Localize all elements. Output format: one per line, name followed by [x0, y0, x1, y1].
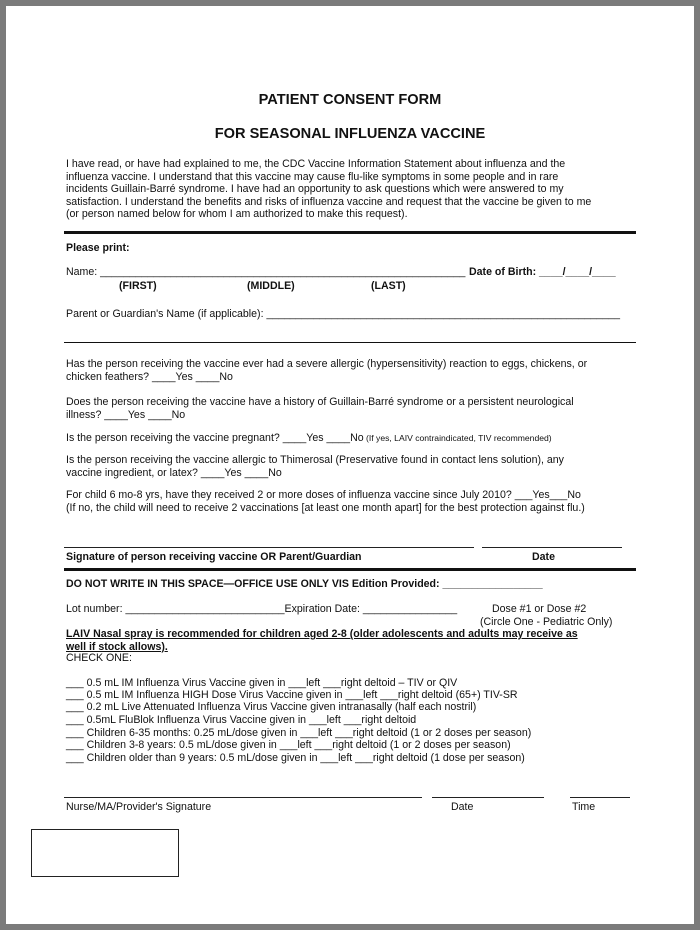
consent-form-page: [6, 6, 694, 924]
intro-paragraph: I have read, or have had explained to me, the CDC Vaccine Information Statement about influenza and the influenza vaccine. I understand that this vaccine may cause flu-like symptoms in some people and in rare incidents Guillain-Barré syndrome. I have had an opportunity to ask questions which were answered to my satisfaction. I understand the benefits and risks of influenza vaccine and request that the vaccine be given to me (or person named below for whom I am authorized to make this request).: [66, 158, 592, 221]
provider-date-line[interactable]: [432, 797, 544, 798]
check-one-label: CHECK ONE:: [66, 652, 132, 664]
dose-selector[interactable]: Dose #1 or Dose #2: [492, 603, 587, 615]
date-of-birth-field[interactable]: Date of Birth: ____/____/____: [469, 266, 616, 278]
option-children-over-9[interactable]: ___ Children older than 9 years: 0.5 mL/dose given in ___left ___right deltoid (1 dose per season): [66, 752, 525, 764]
lot-expiration-field[interactable]: Lot number: ___________________________Expiration Date: ________________: [66, 603, 458, 615]
guardian-name-field[interactable]: Parent or Guardian's Name (if applicable): ____________________________________________________________: [66, 308, 620, 320]
provider-signature-label: Nurse/MA/Provider's Signature: [66, 801, 212, 813]
option-children-6-35-months[interactable]: ___ Children 6-35 months: 0.25 mL/dose given in ___left ___right deltoid (1 or 2 doses per season): [66, 727, 532, 739]
name-last-caption: (LAST): [371, 280, 406, 292]
question-egg-allergy[interactable]: Has the person receiving the vaccine ever had a severe allergic (hypersensitivity) reaction to eggs, chickens, or chicken feathers? ____Yes ____No: [66, 358, 588, 383]
signature-date-label: Date: [532, 551, 555, 563]
name-middle-caption: (MIDDLE): [247, 280, 295, 292]
option-live-attenuated[interactable]: ___ 0.2 mL Live Attenuated Influenza Virus Vaccine given intranasally (half each nostril): [66, 701, 477, 713]
name-field[interactable]: Name: ______________________________________________________________: [66, 266, 466, 278]
question-child-doses[interactable]: For child 6 mo-8 yrs, have they received 2 or more doses of influenza vaccine since July 2010? ___Yes___No (If no, the child will need to receive 2 vaccinations [at least one month apart] for the best protection against flu.): [66, 489, 585, 514]
option-im-vaccine[interactable]: ___ 0.5 mL IM Influenza Virus Vaccine given in ___left ___right deltoid – TIV or QIV: [66, 677, 458, 689]
question-guillain-barre[interactable]: Does the person receiving the vaccine have a history of Guillain-Barré syndrome or a persistent neurological illness? ____Yes ____No: [66, 396, 574, 421]
form-subtitle: FOR SEASONAL INFLUENZA VACCINE: [214, 126, 486, 142]
option-high-dose[interactable]: ___ 0.5 mL IM Influenza HIGH Dose Virus Vaccine given in ___left ___right deltoid (65+) TIV-SR: [66, 689, 518, 701]
section-rule-top: [64, 231, 636, 234]
provider-signature-line[interactable]: [64, 797, 422, 798]
name-first-caption: (FIRST): [119, 280, 157, 292]
signature-line[interactable]: [64, 547, 474, 548]
circle-one-note: (Circle One - Pediatric Only): [480, 616, 613, 628]
question-pregnant-note: (If yes, LAIV contraindicated, TIV recommended): [363, 433, 552, 443]
signature-label: Signature of person receiving vaccine OR Parent/Guardian: [66, 551, 362, 563]
provider-time-line[interactable]: [570, 797, 630, 798]
question-pregnant[interactable]: [66, 432, 552, 445]
provider-date-label: Date: [451, 801, 474, 813]
question-thimerosal-allergy[interactable]: Is the person receiving the vaccine allergic to Thimerosal (Preservative found in contact lens solution), any vaccine ingredient, or latex? ____Yes ____No: [66, 454, 564, 479]
signature-date-line[interactable]: [482, 547, 622, 548]
office-use-header: DO NOT WRITE IN THIS SPACE—OFFICE USE ONLY VIS Edition Provided: _________________: [66, 578, 543, 590]
option-children-3-8-years[interactable]: ___ Children 3-8 years: 0.5 mL/dose given in ___left ___right deltoid (1 or 2 doses per season): [66, 739, 511, 751]
question-pregnant-text: Is the person receiving the vaccine pregnant? ____Yes ____No: [66, 432, 364, 444]
section-rule-office: [64, 568, 636, 571]
option-flublok[interactable]: ___ 0.5mL FluBlok Influenza Virus Vaccine given in ___left ___right deltoid: [66, 714, 417, 726]
laiv-notice: LAIV Nasal spray is recommended for children aged 2-8 (older adolescents and adults may receive as well if stock allows).: [66, 628, 578, 653]
please-print-label: Please print:: [66, 242, 130, 254]
provider-time-label: Time: [572, 801, 596, 813]
section-rule-mid: [64, 342, 636, 343]
office-stamp-box: [31, 829, 179, 877]
form-title: PATIENT CONSENT FORM: [258, 92, 442, 108]
